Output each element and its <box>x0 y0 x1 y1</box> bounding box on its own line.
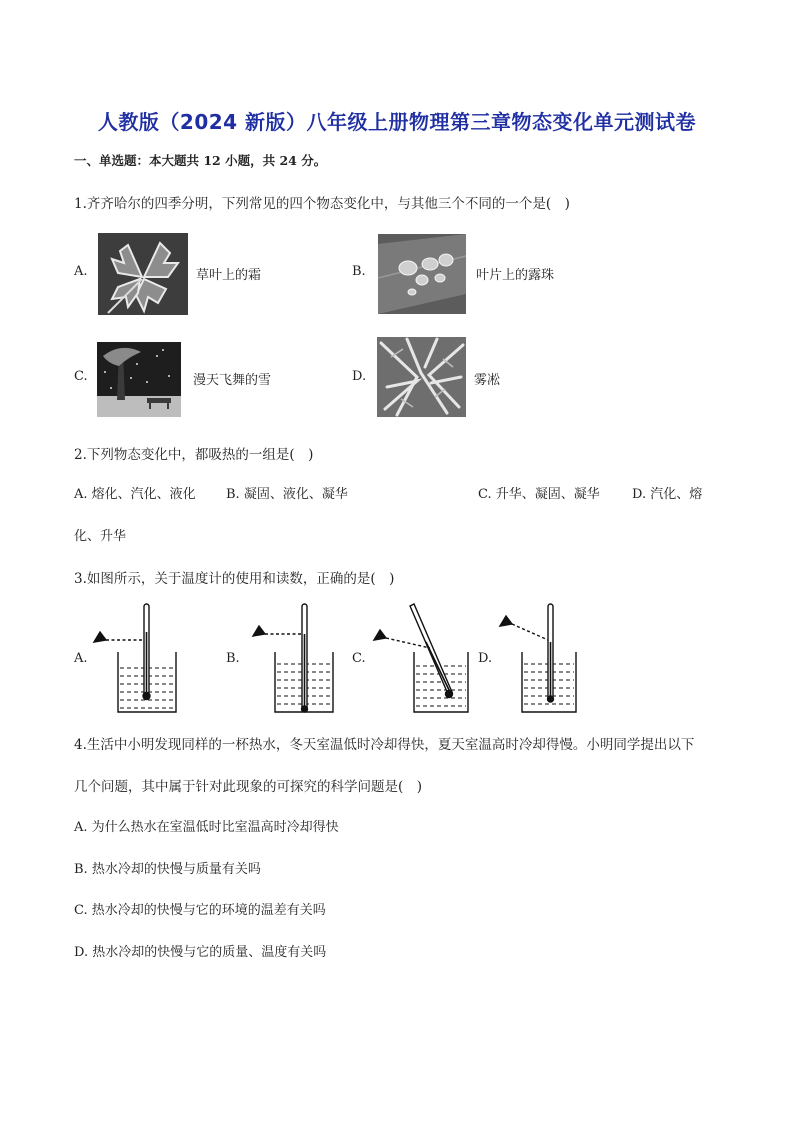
section-heading: 一、单选题：本大题共 12 小题，共 24 分。 <box>74 153 327 168</box>
dew-drops-photo <box>378 234 466 314</box>
question-4-stem-line1: 4.生活中小明发现同样的一杯热水，冬天室温低时冷却得快，夏天室温高时冷却得慢。小明同学提出以下 <box>74 737 695 753</box>
q2-option-c: C. 升华、凝固、凝华 <box>478 487 600 502</box>
q2-option-d: D. 汽化、熔 <box>632 487 703 502</box>
q3-option-b-label: B. <box>226 651 240 666</box>
thermometer-diagram-b <box>245 602 337 714</box>
question-1-stem: 1.齐齐哈尔的四季分明，下列常见的四个物态变化中，与其他三个不同的一个是( ) <box>74 196 570 212</box>
q4-option-d: D. 热水冷却的快慢与它的质量、温度有关吗 <box>74 945 327 960</box>
thermometer-diagram-d <box>496 602 580 714</box>
question-3-stem: 3.如图所示，关于温度计的使用和读数，正确的是( ) <box>74 571 395 587</box>
thermometer-diagram-a <box>88 602 182 714</box>
q2-option-a: A. 熔化、汽化、液化 <box>74 487 196 502</box>
page-title: 人教版（2024 新版）八年级上册物理第三章物态变化单元测试卷 <box>97 110 697 134</box>
frost-leaf-photo <box>98 233 188 315</box>
q1-option-c-text: 漫天飞舞的雪 <box>193 373 272 388</box>
snowfall-photo <box>97 342 181 417</box>
q4-option-a: A. 为什么热水在室温低时比室温高时冷却得快 <box>74 820 339 835</box>
thermometer-diagram-c <box>368 598 472 714</box>
q1-option-d-letter: D. <box>352 369 367 384</box>
q3-option-a-label: A. <box>74 651 88 666</box>
q3-option-d-label: D. <box>478 651 493 666</box>
q4-option-c: C. 热水冷却的快慢与它的环境的温差有关吗 <box>74 903 326 918</box>
q1-option-d-text: 雾凇 <box>474 373 501 388</box>
q1-option-b-text: 叶片上的露珠 <box>476 268 555 283</box>
question-2-stem: 2.下列物态变化中，都吸热的一组是( ) <box>74 447 314 463</box>
q2-option-d-wrap: 化、升华 <box>74 529 127 544</box>
q1-option-a-letter: A. <box>74 264 88 279</box>
q4-option-b: B. 热水冷却的快慢与质量有关吗 <box>74 862 261 877</box>
question-4-stem-line2: 几个问题，其中属于针对此现象的可探究的科学问题是( ) <box>74 779 423 795</box>
rime-photo <box>377 337 466 417</box>
q3-option-c-label: C. <box>352 651 366 666</box>
q1-option-a-text: 草叶上的霜 <box>196 268 262 283</box>
q2-option-b: B. 凝固、液化、凝华 <box>226 487 348 502</box>
q1-option-c-letter: C. <box>74 369 88 384</box>
q1-option-b-letter: B. <box>352 264 366 279</box>
